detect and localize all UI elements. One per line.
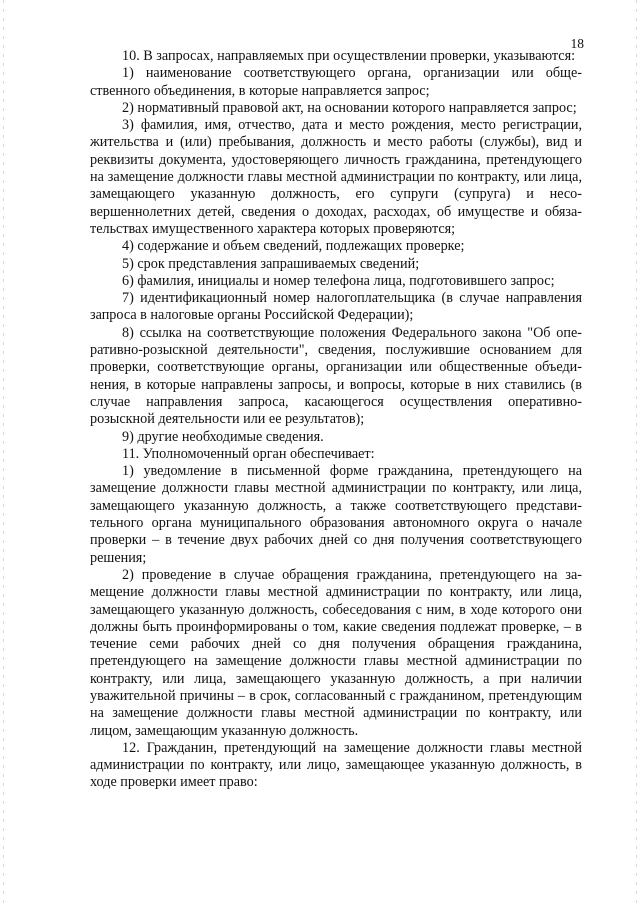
paragraph-10-item-6: 6) фамилия, инициалы и номер телефона лица, подготовившего запрос; xyxy=(122,272,555,289)
paragraph-10-item-9: 9) другие необходимые сведения. xyxy=(122,428,324,445)
page-number: 18 xyxy=(570,36,584,51)
paragraph-10-item-1: 1) наименование соответствующего органа, организации или общественного объединения, в которые направляется запрос; xyxy=(90,65,582,99)
paragraph-11-item-2: 2) проведение в случае обращения гражданина, претендующего на замещение должности главы местной администрации по контракту, или лица, замещающего указанную должность, собеседования с ним, в ходе которого они должны быть проинформированы о том, какие сведения подлежат проверке, – в течение семи рабочих дней со дня получения обращения гражданина, претендующего на замещение должности главы местной администрации по контракту, или лица, замещающего указанную должность, а при наличии уважительной причины – в срок, согласованный с гражданином, претендующим на замещение должности главы местной администрации по контракту, или лицом, замещающим указанную должность. xyxy=(90,566,582,739)
paragraph-11: 11. Уполномоченный орган обеспечивает: xyxy=(122,445,375,462)
document-body xyxy=(90,48,582,792)
scan-edge-left xyxy=(3,0,4,905)
scan-edge-right xyxy=(636,0,637,905)
paragraph-10: 10. В запросах, направляемых при осуществлении проверки, указываются: xyxy=(122,48,576,64)
paragraph-12: 12. Гражданин, претендующий на замещение должности главы местной администрации по контракту, или лицо, замещающее указанную должность, в ходе проверки имеет право: xyxy=(90,739,582,791)
paragraph-10-item-8: 8) ссылка на соответствующие положения Федерального закона "Об оперативно-розыскной деятельности", сведения, послужившие основанием для проверки, соответствующие органы, организации или общественные объединения, в которые направлены запросы, и вопросы, которые в них ставились (в случае направления запроса, касающегося осуществления оперативно-розыскной деятельности или ее результатов); xyxy=(90,324,582,428)
paragraph-10-item-4: 4) содержание и объем сведений, подлежащих проверке; xyxy=(122,238,465,255)
paragraph-10-item-5: 5) срок представления запрашиваемых сведений; xyxy=(122,255,420,272)
paragraph-10-item-2: 2) нормативный правовой акт, на основании которого направляется запрос; xyxy=(122,99,577,116)
paragraph-10-item-3: 3) фамилия, имя, отчество, дата и место рождения, место регистрации, жительства и (или) пребывания, должность и место работы (службы), вид и реквизиты документа, удостоверяющего личность гражданина, претендующего на замещение должности главы местной администрации по контракту, или лица, замещающего указанную должность, его супруги (супруга) и несовершеннолетних детей, сведения о доходах, расходах, об имуществе и обязательствах имущественного характера которых проверяются; xyxy=(90,117,582,237)
paragraph-11-item-1: 1) уведомление в письменной форме гражданина, претендующего на замещение должности главы местной администрации по контракту, или лица, замещающего указанную должность, а также соответствующего представительного органа муниципального образования автономного округа о начале проверки – в течение двух рабочих дней со дня получения соответствующего решения; xyxy=(90,463,582,566)
paragraph-10-item-7: 7) идентификационный номер налогоплательщика (в случае направления запроса в налоговые органы Российской Федерации); xyxy=(90,290,582,324)
